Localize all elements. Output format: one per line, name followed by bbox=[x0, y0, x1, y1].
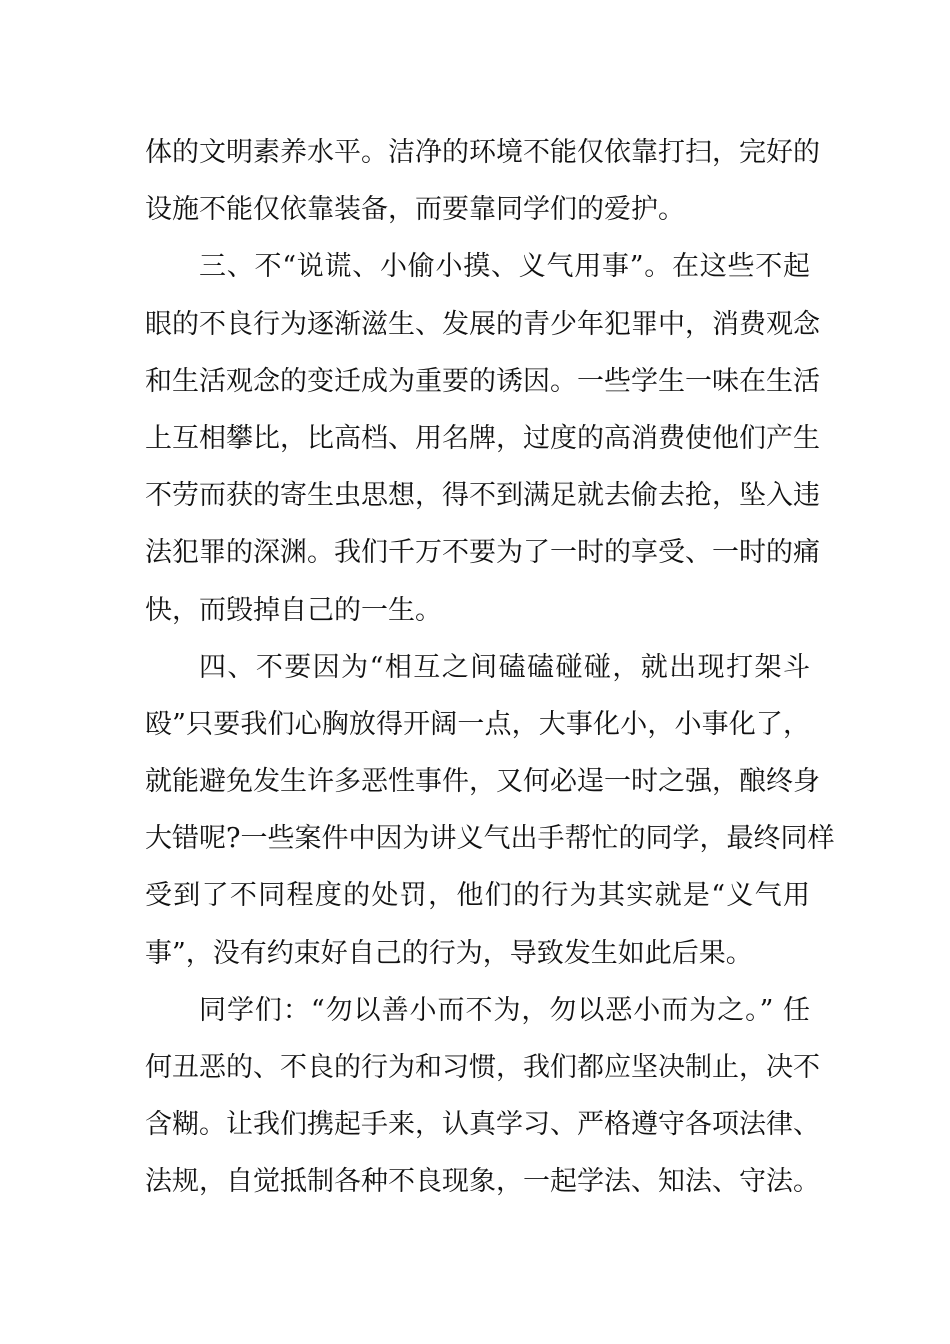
text-line: 同学们：“勿以善小而不为，勿以恶小而为之。” 任 bbox=[199, 994, 810, 1026]
body-text bbox=[145, 124, 835, 1211]
text-line: 事”，没有约束好自己的行为，导致发生如此后果。 bbox=[145, 937, 753, 969]
text-line: 设施不能仅依靠装备，而要靠同学们的爱护。 bbox=[145, 194, 685, 226]
text-line: 殴”只要我们心胸放得开阔一点，大事化小，小事化了， bbox=[145, 708, 810, 740]
text-line: 不劳而获的寄生虫思想，得不到满足就去偷去抢，坠入违 bbox=[145, 480, 820, 512]
paragraph-2 bbox=[145, 238, 820, 638]
text-line: 上互相攀比，比高档、用名牌，过度的高消费使他们产生 bbox=[145, 422, 820, 454]
paragraph-4 bbox=[145, 982, 820, 1211]
text-line: 眼的不良行为逐渐滋生、发展的青少年犯罪中，消费观念 bbox=[145, 308, 820, 340]
text-line: 三、不“说谎、小偷小摸、义气用事”。在这些不起 bbox=[199, 251, 810, 283]
text-line: 何丑恶的、不良的行为和习惯，我们都应坚决制止，决不 bbox=[145, 1052, 820, 1083]
text-line: 大错呢?一些案件中因为讲义气出手帮忙的同学，最终同样 bbox=[145, 823, 835, 855]
text-line: 快，而毁掉自己的一生。 bbox=[145, 594, 442, 626]
text-line: 四、不要因为“相互之间磕磕碰碰，就出现打架斗 bbox=[199, 651, 810, 683]
text-line: 体的文明素养水平。洁净的环境不能仅依靠打扫，完好的 bbox=[145, 137, 820, 168]
text-line: 法犯罪的深渊。我们千万不要为了一时的享受、一时的痛 bbox=[145, 537, 820, 569]
text-line: 和生活观念的变迁成为重要的诱因。一些学生一味在生活 bbox=[145, 365, 820, 397]
text-line: 就能避免发生许多恶性事件，又何必逞一时之强，酿终身 bbox=[145, 766, 820, 798]
paragraph-3 bbox=[145, 639, 835, 982]
paragraph-1 bbox=[145, 124, 820, 238]
text-line: 含糊。让我们携起手来，认真学习、严格遵守各项法律、 bbox=[145, 1109, 820, 1141]
text-line: 法规，自觉抵制各种不良现象，一起学法、知法、守法。 bbox=[145, 1166, 820, 1198]
text-line: 受到了不同程度的处罚，他们的行为其实就是“义气用 bbox=[145, 880, 810, 912]
